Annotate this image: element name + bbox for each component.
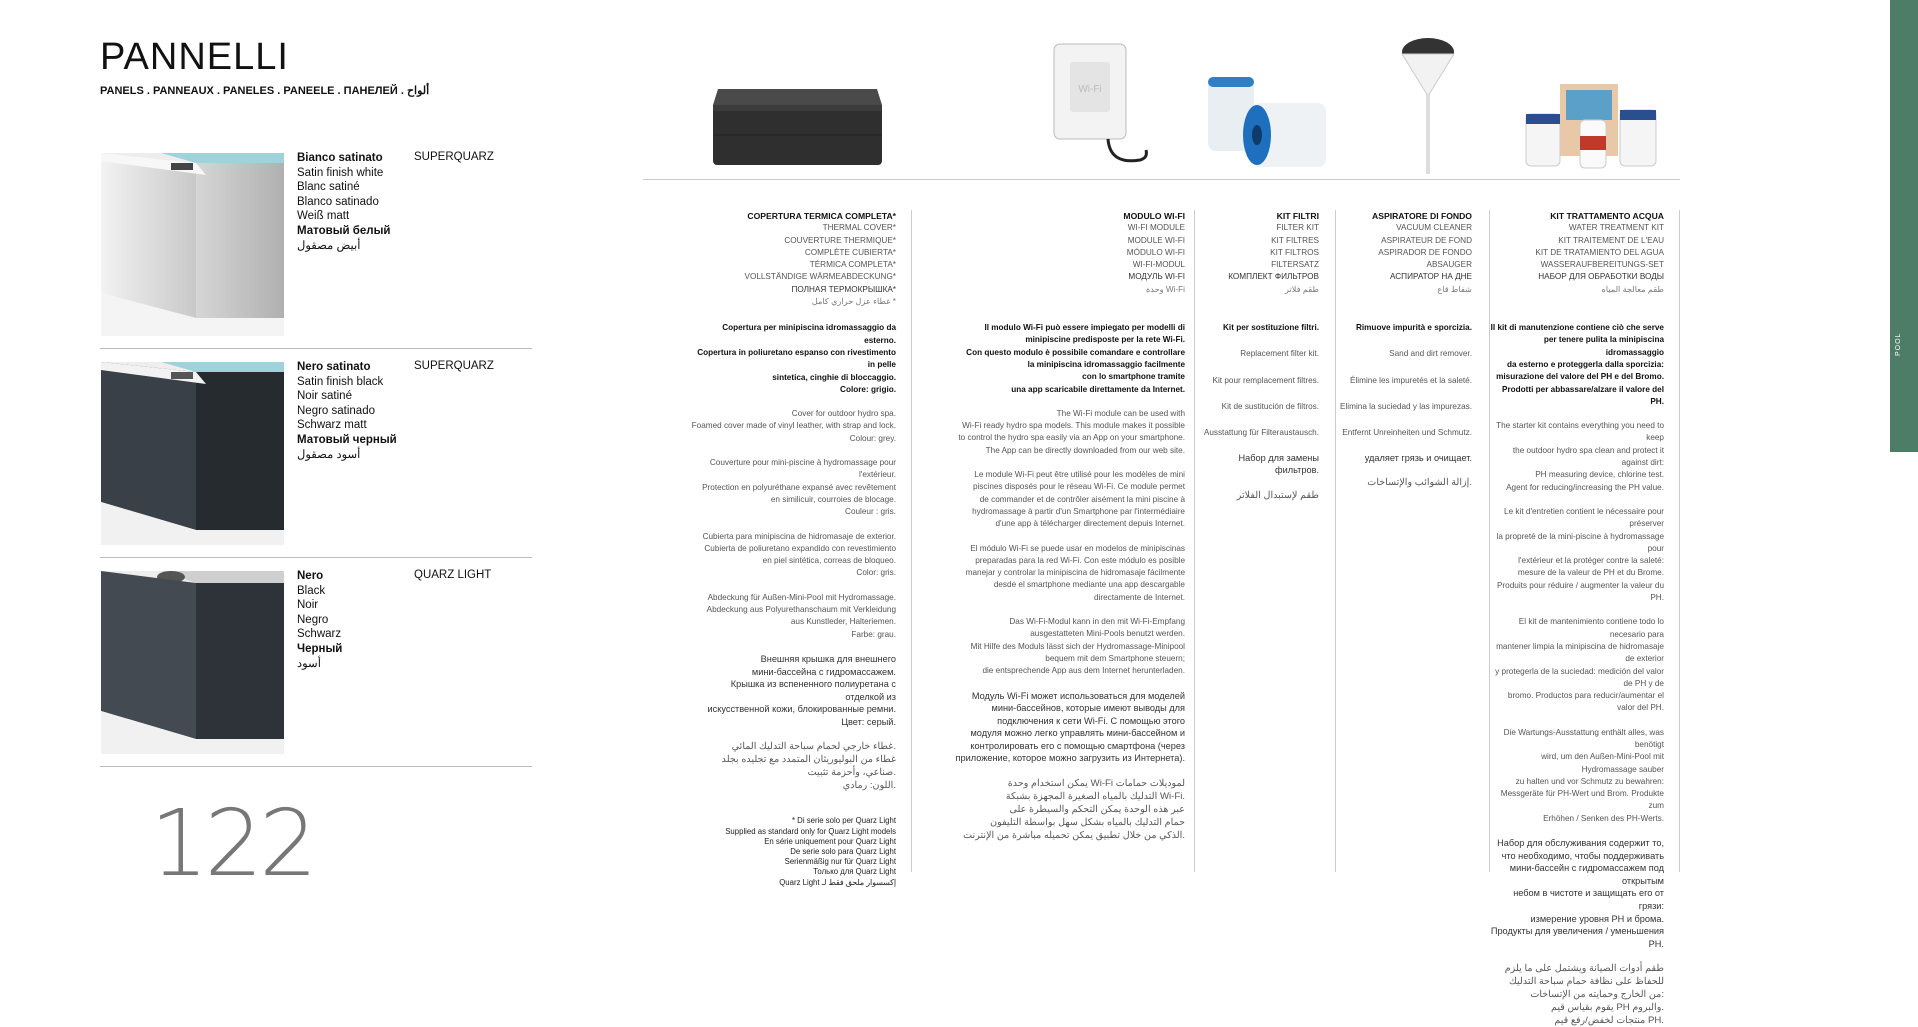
product-translations: THERMAL COVER* COUVERTURE THERMIQUE* COMPLÈTE CUBIERTA* TÉRMICA COMPLETA* VOLLSTÄNDIGE WÄRMEABDECKUNG* ПОЛНАЯ ТЕРМОКРЫШКА* غطاء عزل حراري كامل * [744,223,896,307]
product-description-es: Cubierta para minipiscina de hidromasaje de exterior. Cubierta de poliuretano expandido con revestimiento en piel sintética, correas de bloqueo. Color: gris. [702,531,896,578]
product-description-de: Abdeckung für Außen-Mini-Pool mit Hydromassage. Abdeckung aus Polyurethanschaum mit Verkleidung aus Kunstleder, Halteriemen. Farbe: grau. [706,592,896,639]
product-column-wifi-module [945,210,1185,842]
product-header: MODULO WI-FI [1123,211,1185,221]
panel-material-code: QUARZ LIGHT [414,569,492,581]
product-column-water-treatment-kit [1489,210,1664,1027]
page-subtitle: PANELS . PANNEAUX . PANELES . PANEELE . ПАНЕЛЕЙ . ألواح [100,85,430,97]
product-description-en: Replacement filter kit. [1240,349,1319,359]
product-description-de: Die Wartungs-Ausstattung enthält alles, was benötigt wird, um den Außen-Mini-Pool mit Hydromassage sauber zu halten und vor Schmutz zu bewahren: Messgeräte für PH-Wert und Brom. Produkte zum Erhöhen / Senken des PH-Werts. [1500,727,1664,823]
product-description-ar: طقم لإستبدال الفلاتر [1236,489,1319,501]
product-description-de: Ausstattung für Filteraustausch. [1203,428,1319,438]
product-description-ar: يمكن استخدام وحدة Wi-Fi لموديلات حمامات التدليك بالمياه الصغيرة المجهزة بشبكة Wi-Fi. عبر هذه الوحدة يمكن التحكم والسيطرة على حمام التدليك بالمياه بشكل سهل بواسطة التليفون الذكي من خلال تطبيق يمكن تحميله مباشرة من الإنترنت. [963,778,1185,842]
product-header: KIT FILTRI [1276,211,1319,221]
product-description-es: El kit de mantenimiento contiene todo lo necesario para mantener limpia la minipiscina de hidromasaje de exterior y protegerla de la suciedad: medición del valor de PH y de bromo. Productos para reducir/aumentar el valor del PH. [1495,617,1664,713]
column-divider [911,210,912,872]
svg-text:Wi-Fi: Wi-Fi [1078,84,1102,95]
product-description-fr: Le kit d'entretien contient le nécessaire pour préserver la propreté de la mini-piscine à hydromassage pour l'extérieur et la protéger contre la saleté: mesure de la valeur de PH et du Brome. Produits pour réduire / augmenter la valeur du PH. [1496,506,1664,603]
product-description-es: El módulo Wi-Fi se puede usar en modelos de minipiscinas preparadas para la red Wi-Fi. Con este módulo es posible manejar y controlar la minipiscina de hidromasaje fácilmente desde el smartphone mediante una app descargable directamente de Internet. [965,543,1185,602]
panel-material-code: SUPERQUARZ [414,360,494,372]
product-description-ru: Внешняя крышка для внешнего мини-бассейна с гидромассажем. Крышка из вспененного полиуретана с отделкой из искусственной кожи, блокированные ремни. Цвет: серый. [707,653,896,727]
product-description-es: Kit de sustitución de filtros. [1221,401,1319,411]
product-description-fr: Élimine les impuretés et la saleté. [1350,375,1472,385]
product-header: KIT TRATTAMENTO ACQUA [1550,211,1664,221]
thermal-cover-icon [710,85,885,175]
panel-divider [100,348,532,349]
product-lead-text: Rimuove impurità e sporcizia. [1355,323,1472,333]
panel-names-list: Nero satinato Satin finish black Noir satiné Negro satinado Schwarz matt Матовый черный أسود مصقول [297,361,397,461]
product-description-ru: Модуль Wi-Fi может использоваться для моделей мини-бассейнов, которые имеют выводы для подключения к сети Wi-Fi. С помощью этого модуля можно легко управлять мини-бассейном и контролировать его с помощью смартфона (через приложение, которое можно загрузить из Интернета). [955,690,1185,764]
product-column-filter-kit [1199,210,1319,502]
product-description-de: Das Wi-Fi-Modul kann in den mit Wi-Fi-Empfang ausgestatteten Mini-Pools benutzt werden. Mit Hilfe des Moduls lässt sich der Hydromassage-Minipool bequem mit dem Smartphone steuern; die entsprechende App aus dem Internet herunterladen. [970,617,1185,676]
column-divider [1194,210,1195,872]
page-title: PANNELLI [100,36,289,78]
product-translations: WI-FI MODULE MODULE WI-FI MÓDULO WI-FI WI-FI-MODUL МОДУЛЬ WI-FI وحدة Wi-Fi [1126,223,1185,294]
satin-black-panel-image [101,362,284,545]
section-tab-label: POOL [1895,332,1902,356]
product-translations: WATER TREATMENT KIT KIT TRAITEMENT DE L'EAU KIT DE TRATAMIENTO DEL AGUA WASSERAUFBEREITUNGS-SET НАБОР ДЛЯ ОБРАБОТКИ ВОДЫ طقم معالجة المياه [1535,223,1664,294]
product-lead-text: Kit per sostituzione filtri. [1223,323,1319,333]
wifi-module-icon [1050,40,1150,175]
black-panel-image [101,571,284,754]
panel-divider [100,766,532,767]
product-translations: VACUUM CLEANER ASPIRATEUR DE FOND ASPIRADOR DE FONDO ABSAUGER АСПИРАТОР НА ДНЕ شفاط قاع [1378,223,1472,294]
product-description-fr: Le module Wi-Fi peut être utilisé pour les modèles de mini piscines disposés pour le réseau Wi-Fi. Ce module permet de commander et de contrôler aisément la mini piscine à hydromassage à partir d'un Smartphone par l'intermédiaire d'une app à télécharger directement depuis Internet. [972,470,1185,529]
product-description-ar: إزالة الشوائب والإتساخات. [1367,477,1472,489]
vacuum-cleaner-icon [1398,36,1458,181]
product-column-thermal-cover [691,210,896,888]
panel-material-code: SUPERQUARZ [414,151,494,163]
water-treatment-kit-icon [1520,80,1670,177]
white-panel-image [101,153,284,336]
product-lead-text: Il kit di manutenzione contiene ciò che serve per tenere pulita la minipiscina idromassaggio da esterno e proteggerla dalla sporcizia: misurazione del valore del PH e del Bromo. Prodotti per abbassare/alzare il valore del PH. [1490,323,1664,406]
page-number: 122 [150,790,314,897]
product-description-en: Cover for outdoor hydro spa. Foamed cover made of vinyl leather, with strap and lock. Colour: grey. [691,409,896,443]
product-description-ru: удаляет грязь и очищает. [1364,452,1472,463]
product-description-es: Elimina la suciedad y las impurezas. [1340,401,1472,411]
product-header: COPERTURA TERMICA COMPLETA* [747,211,896,221]
product-description-fr: Kit pour remplacement filtres. [1212,375,1319,385]
product-lead-text: Il modulo Wi-Fi può essere impiegato per modelli di minipiscine predisposte per la rete Wi-Fi. Con questo modulo è possibile comandare e controllare la minipiscina idromassaggio facilmente con lo smartphone tramite una app scaricabile direttamente da Internet. [966,323,1185,394]
image-divider [643,179,1680,180]
product-lead-text: Copertura per minipiscina idromassaggio da esterno. Copertura in poliuretano espanso con rivestimento in pelle sintetica, cinghie di bloccaggio. Colore: grigio. [697,323,896,394]
product-description-ar: غطاء خارجي لحمام سباحة التدليك المائي. غطاء من البوليوريثان المتمدد مع تجليده بجلد صناعي، وأحزمة تثبيت. اللون: رمادي. [721,741,896,792]
panel-names-list: Bianco satinato Satin finish white Blanc satiné Blanco satinado Weiß matt Матовый белый أبيض مصقول [297,152,391,252]
filter-kit-icon [1202,73,1332,178]
product-description-de: Entfernt Unreinheiten und Schmutz. [1342,428,1472,438]
column-divider [1679,210,1680,872]
product-description-ru: Набор для обслуживания содержит то, что необходимо, чтобы поддерживать мини-бассейн с гидромассажем под открытым небом в чистоте и защищать его от грязи: измерение уровня PH и брома. Продукты для увеличения / уменьшения PH. [1490,838,1664,949]
panel-names-list: Nero Black Noir Negro Schwarz Черный أسود [297,570,343,670]
product-column-vacuum-cleaner [1332,210,1472,489]
product-header: ASPIRATORE DI FONDO [1372,211,1472,221]
section-tab[interactable] [1890,0,1918,452]
panel-divider [100,557,532,558]
product-footnote: * Di serie solo per Quarz Light Supplied as standard only for Quarz Light models En série uniquement pour Quarz Light De serie solo para Quarz Light Serienmäßig nur für Quarz Light Только для Quarz Light Quarz Light إكسسوار ملحق فقط لـ [725,816,896,887]
product-description-en: The Wi-Fi module can be used with Wi-Fi ready hydro spa models. This module makes it possible to control the hydro spa easily via an App on your smartphone. The App can be directly downloaded from our web site. [958,408,1185,455]
product-description-en: The starter kit contains everything you need to keep the outdoor hydro spa clean and protect it against dirt: PH measuring device, chlorine test. Agent for reducing/increasing the PH value. [1496,421,1664,492]
product-description-en: Sand and dirt remover. [1389,349,1472,359]
product-description-fr: Couverture pour mini-piscine à hydromassage pour l'extérieur. Protection en polyuréthane expansé avec revêtement en similicuir, courroies de blocage. Couleur : gris. [702,458,896,517]
product-description-ar: طقم أدوات الصيانة ويشتمل على ما يلزم للحفاظ على نظافة حمام سباحة التدليك من الخارج وحمايته من الإتساخات: يقوم بقياس قيم PH والبروم. منتجات لخفض/رفع قيم PH. [1504,963,1664,1027]
product-description-ru: Набор для замены фильтров. [1238,452,1319,476]
product-translations: FILTER KIT KIT FILTRES KIT FILTROS FILTERSATZ КОМПЛЕКТ ФИЛЬТРОВ طقم فلاتر [1228,223,1319,294]
